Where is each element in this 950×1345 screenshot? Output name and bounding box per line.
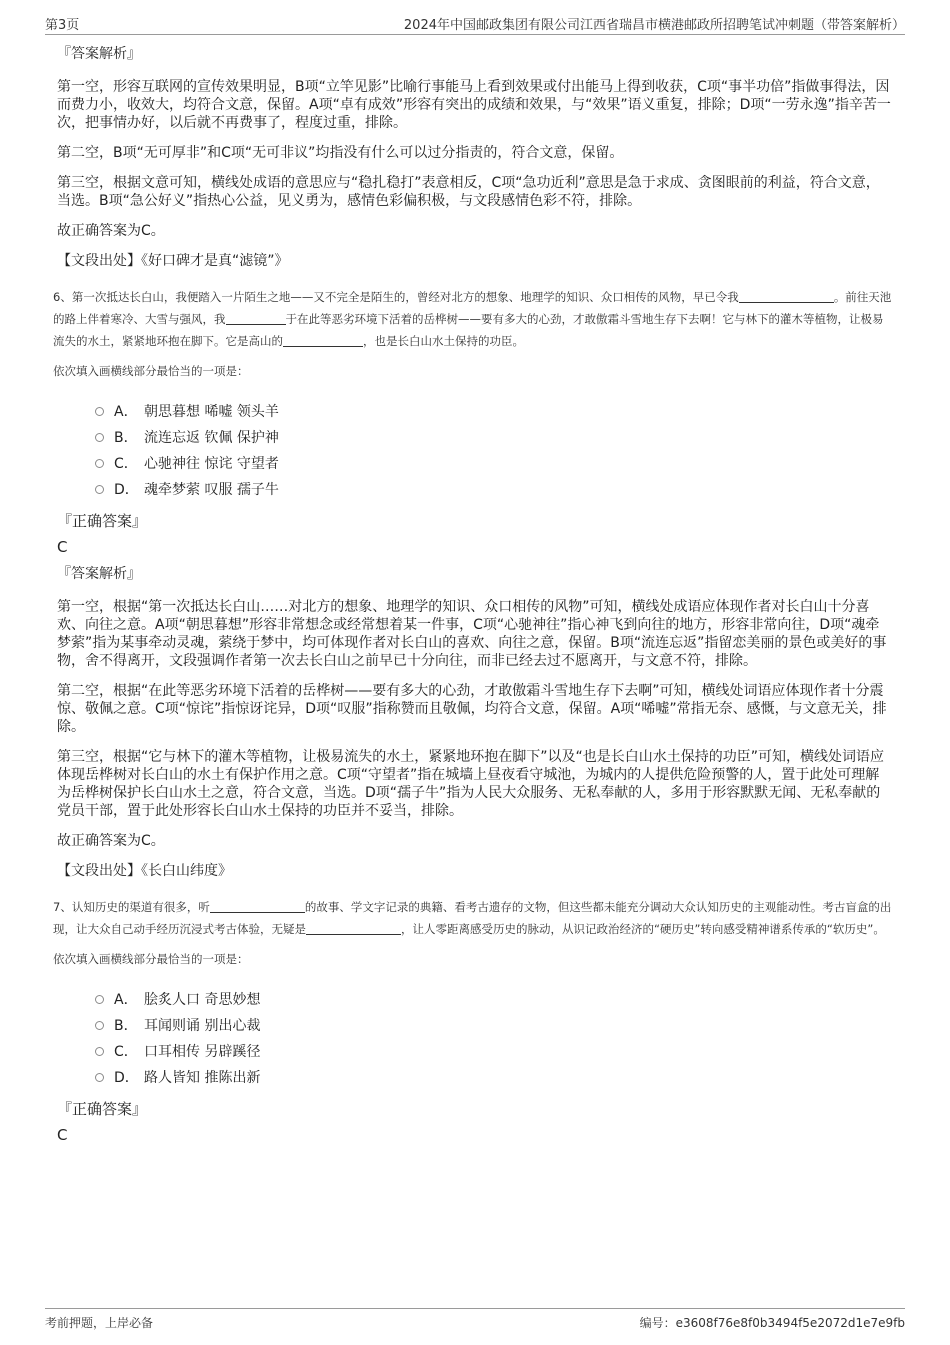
option-c[interactable]: C． 心驰神往 惊诧 守望者: [95, 450, 893, 476]
option-d[interactable]: D． 路人皆知 推陈出新: [95, 1064, 893, 1090]
document-title: 2024年中国邮政集团有限公司江西省瑞昌市横港邮政所招聘笔试冲刺题（带答案解析）: [403, 18, 905, 33]
source-citation: 【文段出处】《长白山纬度》: [57, 863, 232, 879]
analysis-paragraph: 第一空，形容互联网的宣传效果明显，B项“立竿见影”比喻行事能马上看到效果或付出能马上得到收获，C项“事半功倍”指做事得法，因而费力小，收效大，均符合文意，保留。A项“卓有成效”形容有突出的成绩和效果，与“效果”语义重复，排除；D项“一劳永逸”指辛苦一次，把事情办好，以后就不再费事了，程度过重，排除。: [57, 79, 891, 131]
question-6-stem: 6、第一次抵达长白山，我便踏入一片陌生之地——又不完全是陌生的，曾经对北方的想象、地理学的知识、众口相传的风物，早已令我 。前往天池的路上伴着寒冷、大雪与强风，我 于在此等恶劣环境下活着的岳桦树——要有多大的心劲，才敢傲霜斗雪地生存下去啊！它与林下的灌木等植物，让极易流失的水土，紧紧地环抱在脚下。它是高山的 ，也是长白山水土保持的功臣。: [53, 290, 892, 348]
analysis-conclusion: 故正确答案为C。: [57, 833, 165, 849]
page-header: [45, 12, 905, 35]
analysis-paragraph: 第二空，根据“在此等恶劣环境下活着的岳桦树——要有多大的心劲，才敢傲霜斗雪地生存下去啊”可知，横线处词语应体现作者十分震惊、敬佩之意。C项“惊诧”指惊讶诧异，D项“叹服”指称赞而且敬佩，均符合文意，保留。A项“唏嘘”常指无奈、感慨，与文意无关，排除。: [57, 683, 887, 735]
blank-line: [739, 288, 834, 303]
analysis-paragraph: 第三空，根据文意可知，横线处成语的意思应与“稳扎稳打”表意相反，C项“急功近利”意思是急于求成、贪图眼前的利益，符合文意，当选。B项“急公好义”指热心公益，见义勇为，感情色彩偏积极，与文段感情色彩不符，排除。: [57, 175, 880, 209]
analysis-paragraph: 第三空，根据“它与林下的灌木等植物，让极易流失的水土，紧紧地环抱在脚下”以及“也是长白山水土保持的功臣”可知，横线处词语应体现岳桦树对长白山的水土有保护作用之意。C项“守望者”指在城墙上昼夜看守城池，为城内的人提供危险预警的人，置于此处可理解为岳桦树保护长白山水土之意，符合文意，当选。D项“孺子牛”指为人民大众服务、无私奉献的人，多用于形容默默无闻、无私奉献的党员干部，置于此处形容长白山水土保持的功臣并不妥当，排除。: [57, 749, 885, 819]
option-c[interactable]: C． 口耳相传 另辟蹊径: [95, 1038, 893, 1064]
radio-icon[interactable]: [95, 1021, 104, 1030]
correct-answer: C: [57, 538, 68, 556]
radio-icon[interactable]: [95, 459, 104, 468]
question-7-prompt: 依次填入画横线部分最恰当的一项是：: [53, 952, 249, 966]
radio-icon[interactable]: [95, 1047, 104, 1056]
option-d[interactable]: D． 魂牵梦萦 叹服 孺子牛: [95, 476, 893, 502]
radio-icon[interactable]: [95, 485, 104, 494]
radio-icon[interactable]: [95, 995, 104, 1004]
source-citation: 【文段出处】《好口碑才是真“滤镜”》: [57, 253, 289, 269]
analysis-conclusion: 故正确答案为C。: [57, 223, 165, 239]
correct-answer: C: [57, 1126, 68, 1144]
correct-answer-label: 『正确答案』: [57, 512, 148, 530]
radio-icon[interactable]: [95, 433, 104, 442]
question-6-options: [95, 398, 893, 502]
footer-slogan: 考前押题，上岸必备: [45, 1316, 154, 1330]
radio-icon[interactable]: [95, 1073, 104, 1082]
blank-line: [306, 920, 401, 935]
option-a[interactable]: A． 朝思暮想 唏嘘 领头羊: [95, 398, 893, 424]
option-b[interactable]: B． 流连忘返 钦佩 保护神: [95, 424, 893, 450]
correct-answer-label: 『正确答案』: [57, 1100, 148, 1118]
option-a[interactable]: A． 脍炙人口 奇思妙想: [95, 986, 893, 1012]
blank-line: [283, 332, 363, 347]
question-7-stem: 7、认知历史的渠道有很多，听 的故事、学文字记录的典籍、看考古遗存的文物，但这些都未能充分调动大众认知历史的主观能动性。考古盲盒的出现，让大众自己动手经历沉浸式考古体验，无疑是 ，让人零距离感受历史的脉动，从识记政治经济的“硬历史”转向感受精神谱系传承的“软历史”。: [53, 900, 892, 936]
radio-icon[interactable]: [95, 407, 104, 416]
analysis-paragraph: 第二空，B项“无可厚非”和C项“无可非议”均指没有什么可以过分指责的，符合文意，保留。: [57, 145, 624, 161]
analysis-label: 『答案解析』: [57, 566, 141, 582]
question-7-options: [95, 986, 893, 1090]
page-footer: [45, 1308, 905, 1333]
page-number: 第3页: [45, 18, 80, 33]
page-content: [53, 44, 893, 1152]
question-6-prompt: 依次填入画横线部分最恰当的一项是：: [53, 364, 249, 378]
document-id: 编号：e3608f76e8f0b3494f5e2072d1e7e9fb: [639, 1316, 905, 1330]
analysis-paragraph: 第一空，根据“第一次抵达长白山……对北方的想象、地理学的知识、众口相传的风物”可知，横线处成语应体现作者对长白山十分喜欢、向往之意。A项“朝思暮想”形容非常想念或经常想着某一件事，C项“心驰神往”指心神飞到向往的地方，形容非常向往，D项“魂牵梦萦”指为某事牵动灵魂，萦绕于梦中，均可体现作者对长白山的喜欢、向往之意，保留。B项“流连忘返”指留恋美丽的景色或美好的事物，舍不得离开，文段强调作者第一次去长白山之前早已十分向往，而非已经去过不愿离开，与文意不符，排除。: [57, 599, 887, 669]
blank-line: [226, 310, 286, 325]
blank-line: [210, 898, 305, 913]
option-b[interactable]: B． 耳闻则诵 别出心裁: [95, 1012, 893, 1038]
analysis-label: 『答案解析』: [57, 46, 141, 62]
